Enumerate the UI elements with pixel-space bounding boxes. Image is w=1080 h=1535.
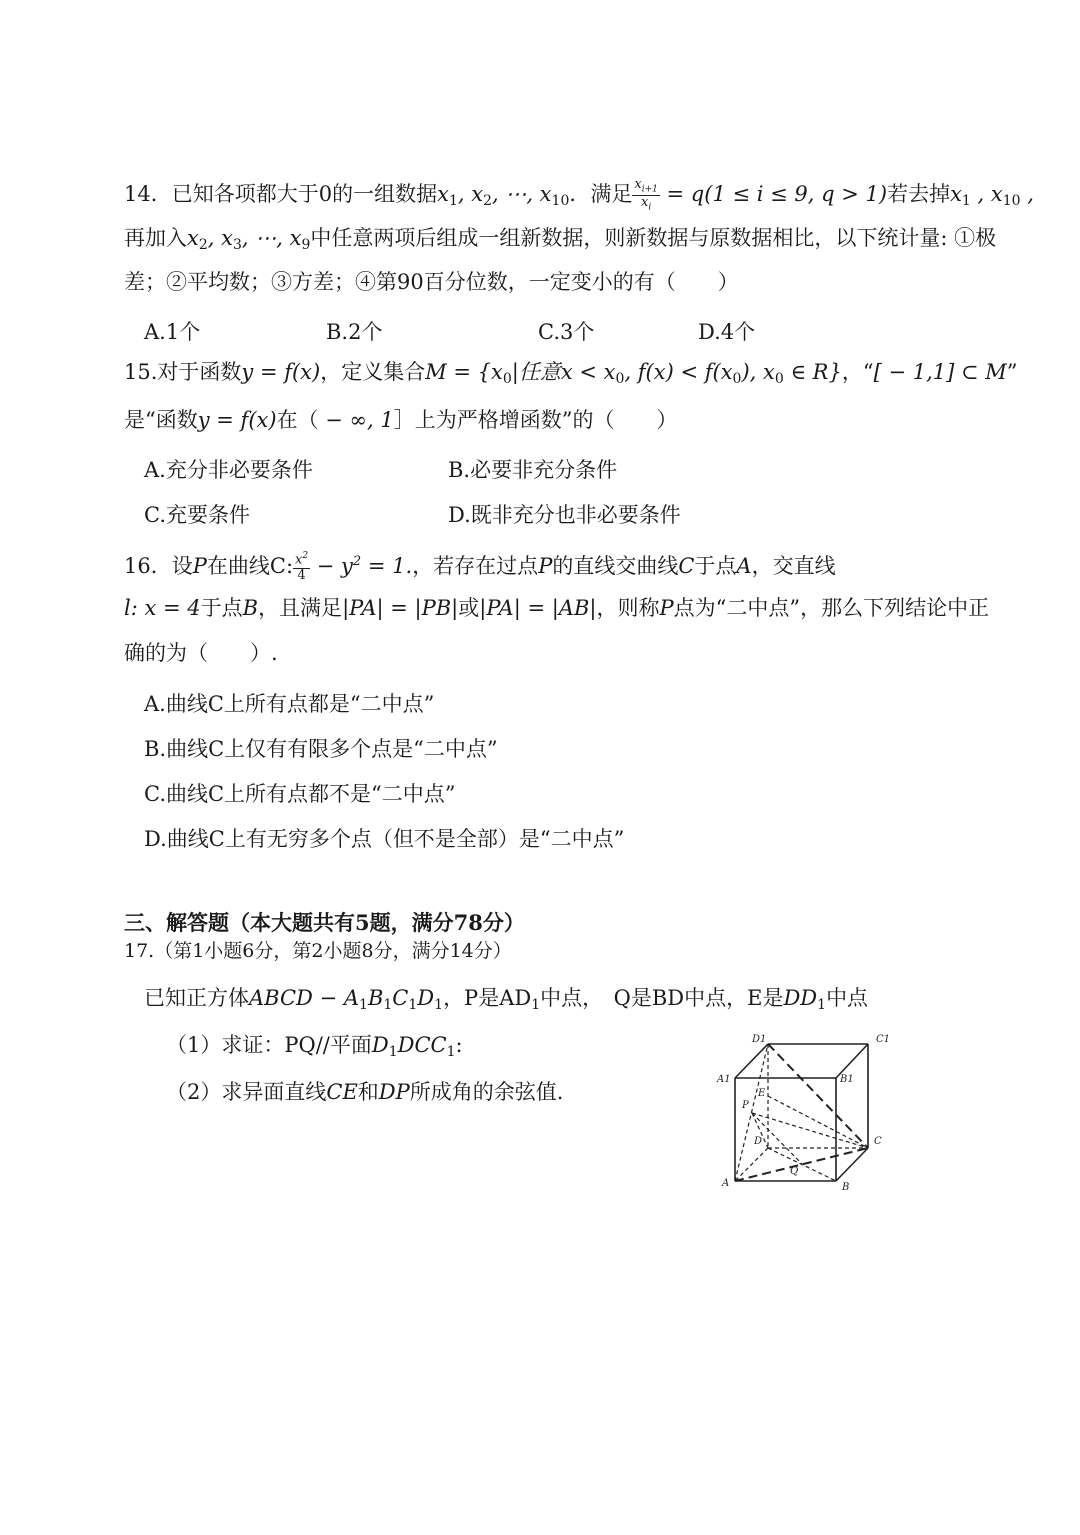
q15-option-a: A.充分非必要条件 (144, 458, 313, 482)
math-condition: = q(1 ≤ i ≤ 9, q > 1) (659, 181, 888, 206)
math-removed: x1 , x10 , (950, 181, 1034, 209)
label-a: A (722, 1178, 730, 1189)
q14-line-2: 再加入x2, x3, ⋯, x9中任意两项后组成一组新数据，则新数据与原数据相比，以下统计量: ①极 (124, 226, 997, 253)
section-title: 三、解答题（本大题共有5题，满分78分） (124, 910, 525, 935)
q16-line-1: 16．设P在曲线C: $\frac{x^2}{4}$ − $y^2 = 1$.，若存在过点P的直线交曲线C于点A，交直线 (124, 551, 836, 584)
label-e: E (758, 1088, 766, 1099)
q17-part-2: （2）求异面直线CE和DP所成角的余弦值. (166, 1080, 564, 1104)
label-a1: A1 (717, 1074, 731, 1085)
q16-option-c: C.曲线C上所有点都不是“二中点” (144, 782, 456, 806)
q15-line-2: 是“函数y = f(x)在（ − ∞, 1］上为严格增函数”的（ ） (124, 408, 678, 432)
q16-line-2: l: x = 4于点B，且满足|PA| = |PB|或|PA| = |AB|，则称P点为“二中点”，那么下列结论中正 (124, 596, 990, 620)
label-d: D (754, 1136, 763, 1147)
label-p: P (742, 1100, 749, 1111)
q17-part-1: （1）求证：PQ//平面D1DCC1: (166, 1033, 463, 1060)
q16-option-a: A.曲线C上所有点都是“二中点” (144, 692, 435, 716)
q17-header: 17.（第1小题6分，第2小题8分，满分14分） (124, 940, 512, 962)
q15-option-c: C.充要条件 (144, 503, 250, 527)
label-c: C (874, 1136, 882, 1147)
label-q: Q (790, 1166, 799, 1177)
label-c1: C1 (876, 1034, 891, 1045)
math-added: x2, x3, ⋯, x9 (187, 226, 311, 253)
q15-option-d: D.既非充分也非必要条件 (448, 503, 681, 527)
q16-option-b: B.曲线C上仅有有限多个点是“二中点” (144, 737, 498, 761)
q14-option-c: C.3个 (538, 320, 595, 344)
q14-option-d: D.4个 (698, 320, 756, 344)
cube-figure (712, 1028, 902, 1193)
q15-option-b: B.必要非充分条件 (448, 458, 618, 482)
q16-option-d: D.曲线C上有无穷多个点（但不是全部）是“二中点” (144, 827, 625, 851)
cube-solid-edges (735, 1044, 868, 1181)
label-b1: B1 (840, 1074, 854, 1085)
q17-stem: 已知正方体ABCD − A1B1C1D1，P是AD1中点， Q是BD中点，E是DD1中点 (144, 986, 869, 1013)
q16-line-3: 确的为（ ）. (124, 641, 278, 665)
math-fraction: $\frac{x^2}{4}$ (295, 551, 309, 584)
q14-option-a: A.1个 (144, 320, 201, 344)
label-d1: D1 (752, 1034, 767, 1045)
q14-option-b: B.2个 (326, 320, 383, 344)
q15-line-1: 15.对于函数y = f(x)，定义集合M = {x0|任意x < x0, f(x) < f(x0), x0 ∈ R}，“[ − 1,1] ⊂ M” (124, 360, 1018, 387)
math-fraction: $\frac{x_{i+1}}{x_i}$ (634, 177, 658, 213)
q14-line-1: 14．已知各项都大于0的一组数据x1, x2, ⋯, x10．满足 $\frac{x_{i+1}}{x_i}$ = q(1 ≤ i ≤ 9, q > 1)若去掉x1 , x10 , (124, 177, 1034, 213)
q14-line-3: 差；②平均数；③方差；④第90百分位数，一定变小的有（ ） (124, 270, 739, 294)
label-b: B (842, 1182, 850, 1193)
math-x-sequence: x1, x2, ⋯, x10 (437, 181, 570, 209)
